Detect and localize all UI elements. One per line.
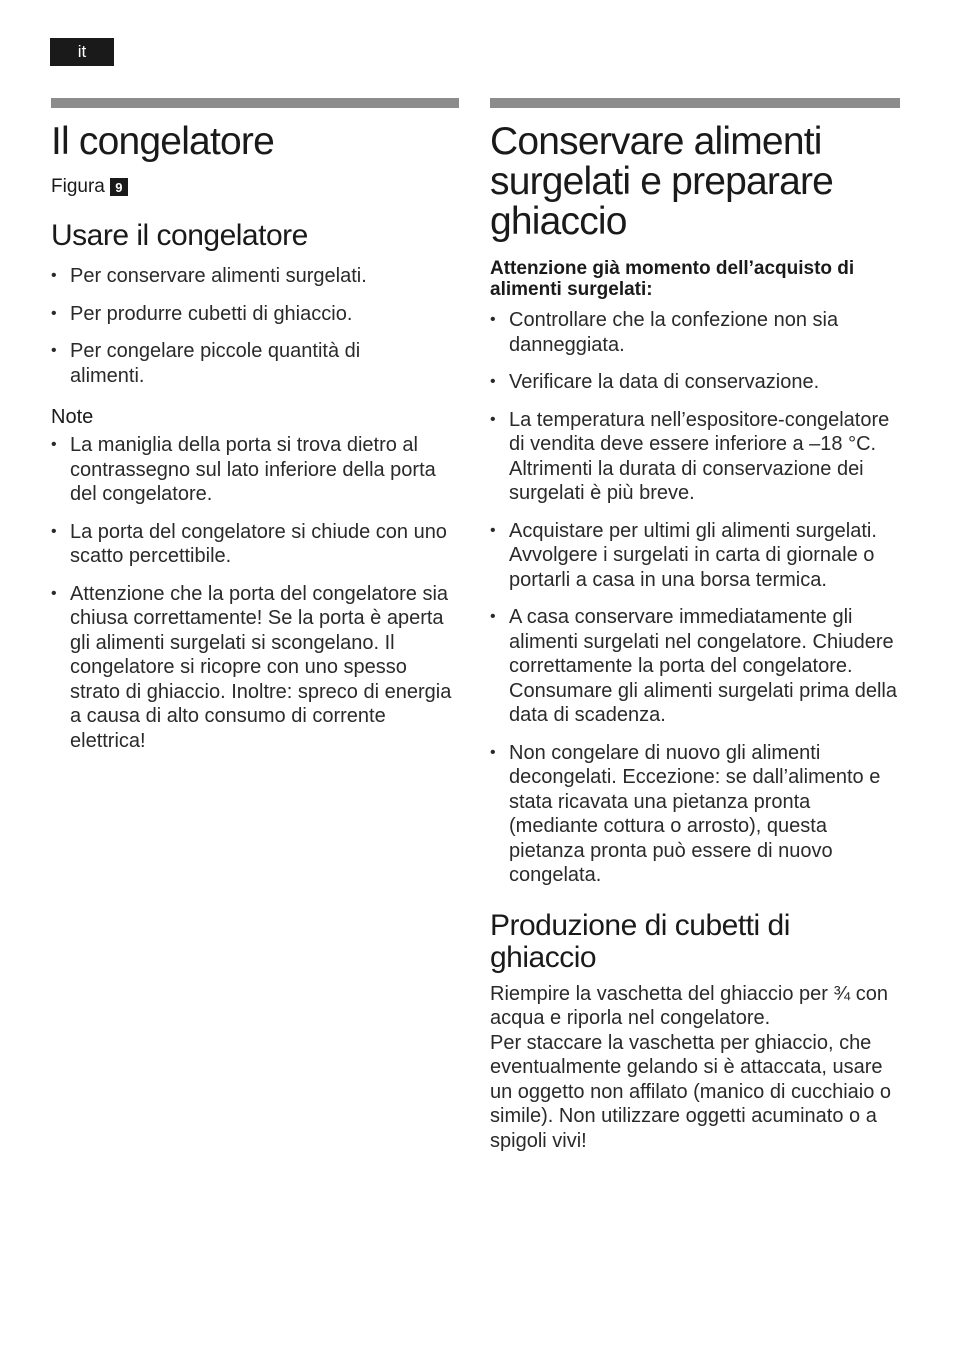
list-item: • La porta del congelatore si chiude con uno scatto percettibile. xyxy=(51,520,459,569)
right-column xyxy=(490,98,900,1153)
language-tab xyxy=(50,38,114,66)
figure-number-badge: 9 xyxy=(110,178,128,196)
attention-heading: Attenzione già momento dell’acquisto di alimenti surgelati: xyxy=(490,258,855,300)
list-item: • Acquistare per ultimi gli alimenti surgelati. Avvolgere i surgelati in carta di giornale o portarli a casa in una borsa termica. xyxy=(490,519,900,593)
section-title: Conservare alimenti surgelati e preparare ghiaccio xyxy=(490,120,834,243)
uses-list xyxy=(51,264,459,388)
section-rule xyxy=(490,98,900,108)
list-item: • La maniglia della porta si trova dietro al contrassegno sul lato inferiore della porta del congelatore. xyxy=(51,433,459,507)
list-item: • Per congelare piccole quantità di alimenti. xyxy=(51,339,459,388)
list-item: • Non congelare di nuovo gli alimenti decongelati. Eccezione: se dall’alimento e stata ricavata una pietanza pronta (mediante cottura o arrosto), questa pietanza pronta può essere di nuovo congelata. xyxy=(490,741,900,888)
language-label: it xyxy=(77,42,87,61)
notes-heading: Note xyxy=(51,406,94,428)
ice-paragraph-2: Per staccare la vaschetta per ghiaccio, che eventualmente gelando si è attaccata, usare un oggetto non affilato (manico di cucchiaio o simile). Non utilizzare oggetti acuminato o a spigoli vivi! xyxy=(490,1031,892,1152)
list-item: • Verificare la data di conservazione. xyxy=(490,370,900,395)
list-item: • A casa conservare immediatamente gli alimenti surgelati nel congelatore. Chiudere correttamente la porta del congelatore. Consumare gli alimenti surgelati prima della data di scadenza. xyxy=(490,605,900,728)
figure-label: Figura xyxy=(51,176,105,197)
list-item: • Attenzione che la porta del congelatore sia chiusa correttamente! Se la porta è aperta gli alimenti surgelati si scongelano. Il congelatore si ricopre con uno spesso strato di ghiaccio. Inoltre: spreco di energia a causa di alto consumo di corrente elettrica! xyxy=(51,582,459,754)
list-item: • Controllare che la confezione non sia danneggiata. xyxy=(490,308,900,357)
subsection-title: Produzione di cubetti di ghiaccio xyxy=(490,908,790,974)
purchase-tips-list xyxy=(490,308,900,888)
notes-list xyxy=(51,433,459,753)
figure-reference xyxy=(51,176,459,198)
ice-paragraph-1: Riempire la vaschetta del ghiaccio per ¾ con acqua e riporla nel congelatore. xyxy=(490,982,888,1029)
list-item: • Per produrre cubetti di ghiaccio. xyxy=(51,302,459,327)
left-column xyxy=(51,98,459,766)
list-item: • Per conservare alimenti surgelati. xyxy=(51,264,459,289)
section-rule xyxy=(51,98,459,108)
list-item: • La temperatura nell’espositore-congelatore di vendita deve essere inferiore a –18 °C. Altrimenti la durata di conservazione dei surgelati è più breve. xyxy=(490,408,900,506)
subsection-title: Usare il congelatore xyxy=(51,219,308,252)
section-title: Il congelatore xyxy=(51,120,274,163)
